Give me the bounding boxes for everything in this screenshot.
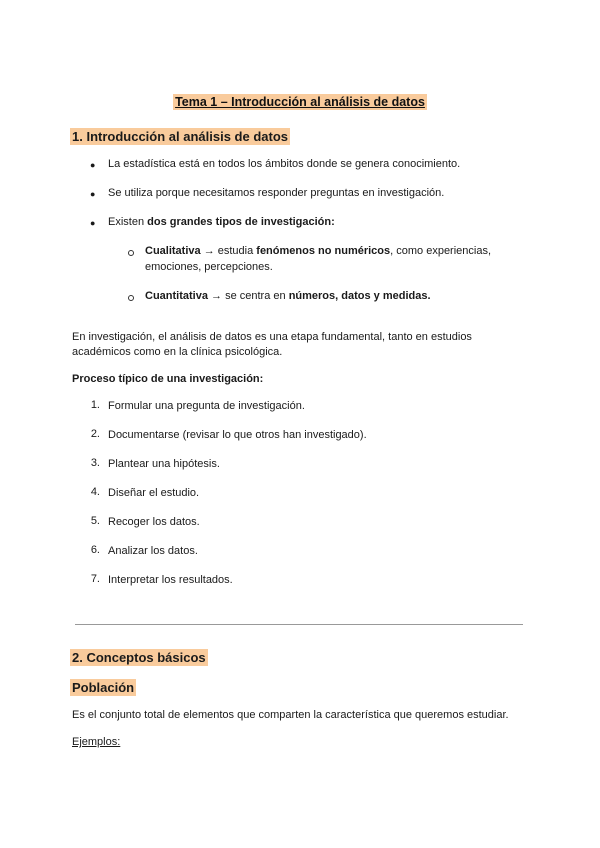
- bullet-item-2: Se utiliza porque necesitamos responder preguntas en investigación.: [108, 187, 445, 199]
- step-number: 4.: [90, 486, 100, 498]
- cuantitativa-mid: → se centra en: [207, 290, 289, 302]
- bullet-icon: ●: [90, 160, 96, 170]
- cualitativa-rest: , como experiencias,: [390, 245, 492, 257]
- step-number: 7.: [90, 573, 100, 585]
- step-number: 5.: [90, 515, 100, 527]
- bullet-icon: ●: [90, 189, 96, 199]
- paragraph-line-1: En investigación, el análisis de datos es una etapa fundamental, tanto en estudios: [72, 331, 472, 343]
- horizontal-divider: [75, 624, 523, 625]
- document-title-text: Tema 1 – Introducción al análisis de datos: [175, 95, 425, 109]
- section1-heading: [70, 129, 290, 144]
- section1-heading-text: 1. Introducción al análisis de datos: [72, 129, 288, 144]
- section2-heading-text: 2. Conceptos básicos: [72, 650, 206, 665]
- step-number: 3.: [90, 457, 100, 469]
- examples-label: Ejemplos:: [72, 736, 121, 748]
- step-number: 1.: [90, 399, 100, 411]
- bullet-icon: ●: [90, 218, 96, 228]
- sub-bullet-icon: [128, 250, 134, 256]
- document-title: [0, 95, 600, 109]
- bullet3-prefix: Existen: [108, 216, 148, 228]
- cualitativa-mid: → estudia: [200, 245, 257, 257]
- cualitativa-label: Cualitativa: [145, 245, 201, 257]
- sub-bullet-cualitativa: [145, 244, 491, 259]
- poblacion-heading-text: Población: [72, 680, 135, 695]
- process-heading: Proceso típico de una investigación:: [72, 373, 264, 385]
- poblacion-definition: Es el conjunto total de elementos que comparten la característica que queremos estudiar.: [72, 709, 509, 721]
- sub-bullet-cuantitativa: [145, 289, 431, 304]
- step-item: Interpretar los resultados.: [108, 574, 233, 586]
- step-item: Diseñar el estudio.: [108, 487, 200, 499]
- step-number: 2.: [90, 428, 100, 440]
- step-item: Documentarse (revisar lo que otros han investigado).: [108, 429, 367, 441]
- step-item: Plantear una hipótesis.: [108, 458, 220, 470]
- step-item: Recoger los datos.: [108, 516, 200, 528]
- cuantitativa-bold: números, datos y medidas.: [288, 290, 431, 302]
- step-item: Formular una pregunta de investigación.: [108, 400, 305, 412]
- sub-bullet-cualitativa-line2: emociones, percepciones.: [145, 261, 273, 273]
- section2-heading: [70, 650, 208, 665]
- poblacion-heading: [70, 680, 136, 695]
- step-number: 6.: [90, 544, 100, 556]
- bullet-item-3: [108, 215, 335, 230]
- bullet-item-1: La estadística está en todos los ámbitos donde se genera conocimiento.: [108, 158, 461, 170]
- step-item: Analizar los datos.: [108, 545, 198, 557]
- cualitativa-bold: fenómenos no numéricos: [256, 245, 391, 257]
- cuantitativa-label: Cuantitativa: [145, 290, 208, 302]
- sub-bullet-icon: [128, 295, 134, 301]
- bullet3-bold: dos grandes tipos de investigación:: [147, 216, 335, 228]
- paragraph-line-2: académicos como en la clínica psicológica.: [72, 346, 283, 358]
